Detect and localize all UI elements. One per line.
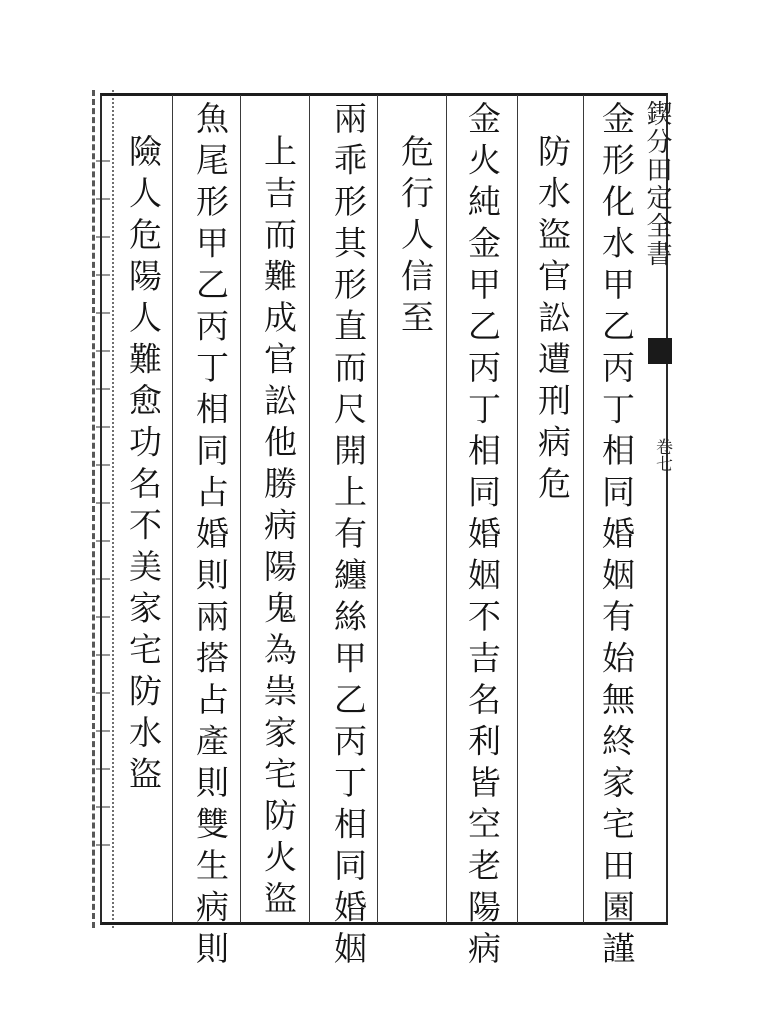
column-rule bbox=[583, 95, 584, 923]
text-column-7: 魚尾形甲乙丙丁相同占婚則兩搭占產則雙生病則 bbox=[191, 101, 230, 973]
column-rule bbox=[240, 95, 241, 923]
column-rule bbox=[172, 95, 173, 923]
column-rule bbox=[446, 95, 447, 923]
text-column-1: 金形化水甲乙丙丁相同婚姻有始無終家宅田園謹 bbox=[597, 101, 636, 973]
column-rule bbox=[517, 95, 518, 923]
fishtail-mark bbox=[648, 338, 672, 364]
text-column-4: 危行人信至 bbox=[396, 134, 435, 342]
column-rule bbox=[377, 95, 378, 923]
text-column-5: 兩乖形其形直而尺開上有纏絲甲乙丙丁相同婚姻 bbox=[329, 101, 368, 973]
column-rule bbox=[309, 95, 310, 923]
running-title: 鍥分田定全書 bbox=[642, 100, 672, 268]
volume-mark: 卷七 bbox=[652, 438, 672, 472]
text-column-3: 金火純金甲乙丙丁相同婚姻不吉名利皆空老陽病 bbox=[463, 101, 502, 973]
text-column-6: 上吉而難成官訟他勝病陽鬼為祟家宅防火盜 bbox=[259, 134, 298, 923]
text-column-2: 防水盜官訟遭刑病危 bbox=[533, 134, 572, 508]
text-column-8: 險人危陽人難愈功名不美家宅防水盜 bbox=[124, 134, 163, 798]
